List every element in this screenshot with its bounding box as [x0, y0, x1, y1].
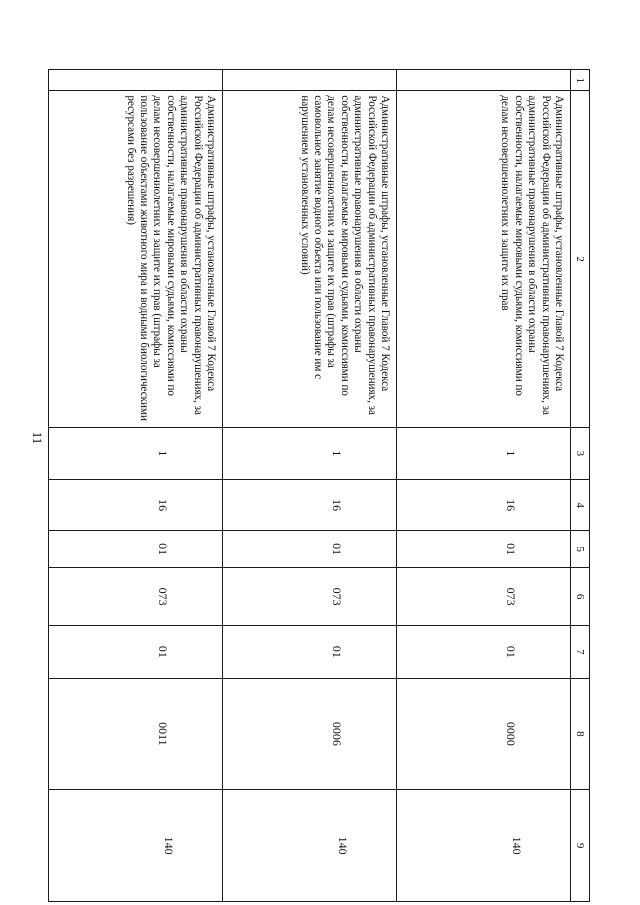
- cell-col7: 01: [49, 626, 223, 678]
- cell-col4: 16: [49, 480, 223, 531]
- cell-description: Административные штрафы, установленные Главой 7 Кодекса Российской Федерации об административных правонарушениях, за административные правонарушения в области охраны собственности, налагаемые мировыми судьями, комиссиями по делам несовершеннолетних и защите их прав: [397, 91, 571, 427]
- cell-col9: 140: [223, 790, 397, 902]
- table-row: [397, 70, 571, 902]
- table-row: [49, 70, 223, 902]
- cell-col6: 073: [223, 567, 397, 625]
- cell-col5: 01: [49, 531, 223, 568]
- cell-col3: 1: [49, 427, 223, 479]
- header-col-8: 8: [571, 678, 590, 790]
- cell-col6: 073: [397, 567, 571, 625]
- cell-col6: 073: [49, 567, 223, 625]
- cell-col9: 140: [49, 790, 223, 902]
- header-col-5: 5: [571, 531, 590, 568]
- header-col-9: 9: [571, 790, 590, 902]
- cell-description: Административные штрафы, установленные Главой 7 Кодекса Российской Федерации об административных правонарушениях, за административные правонарушения в области охраны собственности, налагаемые мировыми судьями, комиссиями по делам несовершеннолетних и защите их прав (штрафы за самовольное занятие водного объекта или пользование им с нарушением установленных условий): [223, 91, 397, 427]
- cell-col8: 0011: [49, 678, 223, 790]
- header-col-1: 1: [571, 70, 590, 91]
- cell-col7: 01: [223, 626, 397, 678]
- cell-col4: 16: [397, 480, 571, 531]
- cell-col5: 01: [223, 531, 397, 568]
- cell-col1: [397, 70, 571, 91]
- cell-col8: 0000: [397, 678, 571, 790]
- budget-classification-table: [48, 69, 590, 902]
- header-col-6: 6: [571, 567, 590, 625]
- cell-description: Административные штрафы, установленные Главой 7 Кодекса Российской Федерации об административных правонарушениях, за административные правонарушения в области охраны собственности, налагаемые мировыми судьями, комиссиями по делам несовершеннолетних и защите их прав (штрафы за пользование объектами животного мира и водными биологическими ресурсами без разрешения): [49, 91, 223, 427]
- cell-col3: 1: [223, 427, 397, 479]
- cell-col1: [223, 70, 397, 91]
- cell-col7: 01: [397, 626, 571, 678]
- header-col-2: 2: [571, 91, 590, 427]
- header-row: [571, 70, 590, 902]
- header-col-3: 3: [571, 427, 590, 479]
- cell-col9: 140: [397, 790, 571, 902]
- cell-col5: 01: [397, 531, 571, 568]
- cell-col8: 0006: [223, 678, 397, 790]
- header-col-7: 7: [571, 626, 590, 678]
- page-number: 11: [30, 431, 45, 445]
- cell-col3: 1: [397, 427, 571, 479]
- table-row: [223, 70, 397, 902]
- cell-col4: 16: [223, 480, 397, 531]
- cell-col1: [49, 70, 223, 91]
- header-col-4: 4: [571, 480, 590, 531]
